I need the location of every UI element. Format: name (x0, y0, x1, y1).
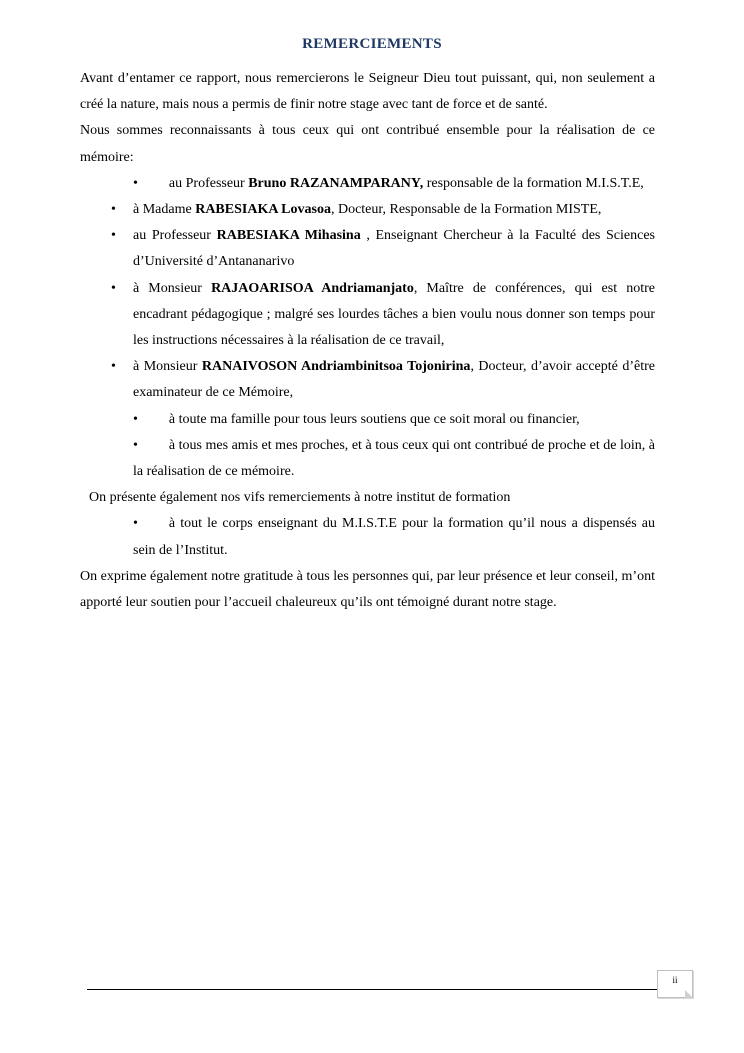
list-item: • au Professeur RABESIAKA Mihasina , Enseignant Chercheur à la Faculté des Sciences d’Université d’Antananarivo (133, 223, 655, 275)
bullet: • (133, 411, 138, 427)
page-number: ii (672, 975, 678, 985)
intro-paragraph-2: Nous sommes reconnaissants à tous ceux qui ont contribué ensemble pour la réalisation de ce mémoire: (80, 123, 655, 165)
closing-paragraph: On exprime également notre gratitude à tous les personnes qui, par leur présence et leur conseil, m’ont apporté leur soutien pour l’accueil chaleureux qu’ils ont témoigné durant notre stage. (80, 568, 655, 611)
footer-divider (87, 989, 657, 990)
bullet: • (133, 175, 138, 191)
bullet: • (111, 359, 116, 375)
list-item: • à Monsieur RAJAOARISOA Andriamanjato, Maître de conférences, qui est notre encadrant pédagogique ; malgré ses lourdes tâches a bien voulu nous donner son temps pour les instructions nécessaires à la réalisation de ce travail, (133, 276, 655, 355)
bullet: • (111, 280, 116, 296)
list-item: • au Professeur Bruno RAZANAMPARANY, responsable de la formation M.I.S.T.E, (133, 175, 644, 191)
page-title: REMERCIEMENTS (302, 36, 442, 52)
list-item: • à Madame RABESIAKA Lovasoa, Docteur, Responsable de la Formation MISTE, (133, 197, 655, 223)
bullet: • (111, 228, 116, 244)
acknowledgements-body (80, 66, 655, 616)
bullet: • (133, 516, 138, 532)
bullet: • (133, 437, 138, 453)
intro-paragraph: Avant d’entamer ce rapport, nous remercierons le Seigneur Dieu tout puissant, qui, non seulement a créé la nature, mais nous a permis de finir notre stage avec tant de force et de santé. (80, 71, 655, 113)
list-item: • à tous mes amis et mes proches, et à tous ceux qui ont contribué de proche et de loin, à la réalisation de ce mémoire. (133, 437, 655, 480)
page-fold-corner (685, 990, 693, 998)
page-number-box (657, 970, 693, 998)
list-item: • à tout le corps enseignant du M.I.S.T.E pour la formation qu’il nous a dispensés au sein de l’Institut. (133, 516, 655, 558)
list-item: • à Monsieur RANAIVOSON Andriambinitsoa Tojonirina, Docteur, d’avoir accepté d’être examinateur de ce Mémoire, (133, 354, 655, 406)
list-item: • à toute ma famille pour tous leurs soutiens que ce soit moral ou financier, (133, 411, 580, 427)
bullet: • (111, 202, 116, 218)
institute-paragraph: On présente également nos vifs remerciements à notre institut de formation (89, 490, 511, 506)
